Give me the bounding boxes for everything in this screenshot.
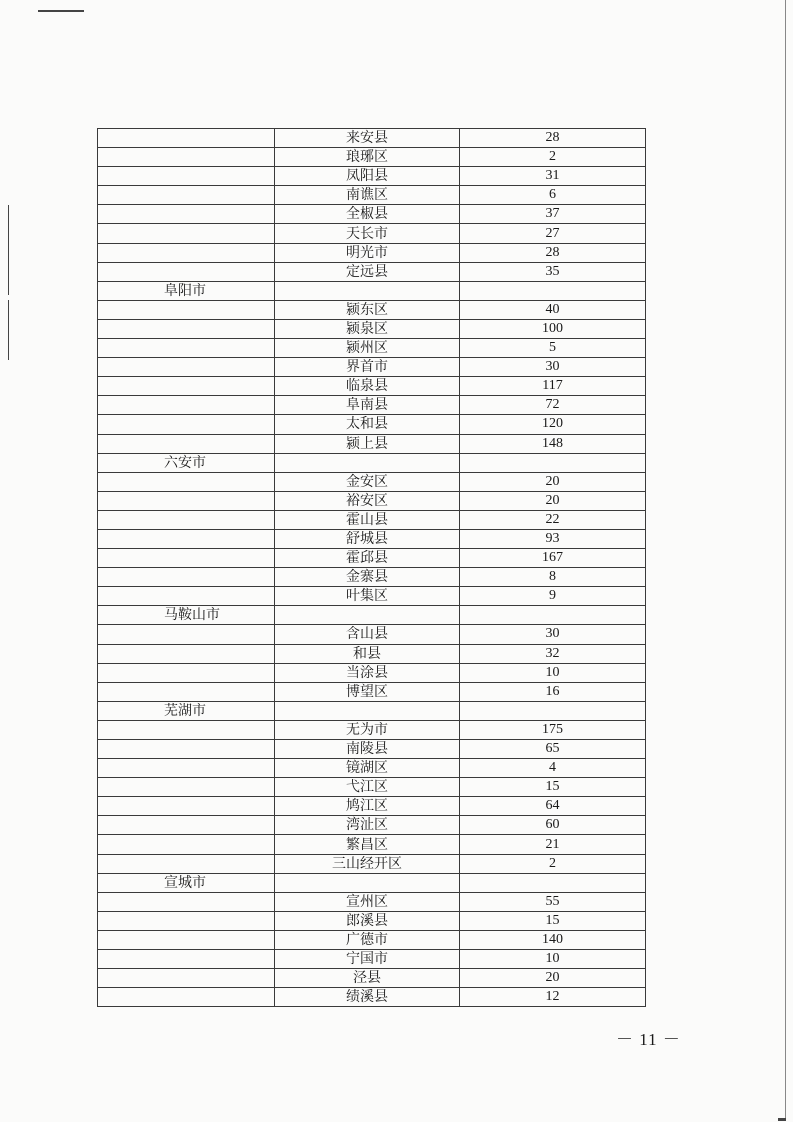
county-name: 无为市 xyxy=(275,720,460,739)
table-row xyxy=(98,816,646,835)
count-value: 9 xyxy=(460,587,646,606)
city-name: 阜阳市 xyxy=(164,282,206,299)
city-cell xyxy=(98,950,275,969)
county-name: 明光市 xyxy=(275,243,460,262)
table-row xyxy=(98,300,646,319)
table-row xyxy=(98,778,646,797)
count-value: 22 xyxy=(460,510,646,529)
county-name: 弋江区 xyxy=(275,778,460,797)
count-value: 148 xyxy=(460,434,646,453)
table-row xyxy=(98,854,646,873)
city-cell xyxy=(98,377,275,396)
table-row xyxy=(98,262,646,281)
city-cell xyxy=(98,358,275,377)
county-count-table xyxy=(97,128,646,1007)
county-name: 宣州区 xyxy=(275,892,460,911)
count-value: 120 xyxy=(460,415,646,434)
count-value: 28 xyxy=(460,243,646,262)
county-name: 霍邱县 xyxy=(275,549,460,568)
city-cell xyxy=(98,129,275,148)
count-value: 12 xyxy=(460,988,646,1007)
city-cell xyxy=(98,988,275,1007)
county-name: 界首市 xyxy=(275,358,460,377)
table-row xyxy=(98,186,646,205)
count-value: 8 xyxy=(460,568,646,587)
table-row xyxy=(98,740,646,759)
county-name: 全椒县 xyxy=(275,205,460,224)
count-value: 175 xyxy=(460,720,646,739)
county-name: 镜湖区 xyxy=(275,759,460,778)
county-name: 繁昌区 xyxy=(275,835,460,854)
table-row xyxy=(98,797,646,816)
table-row xyxy=(98,720,646,739)
count-value: 10 xyxy=(460,663,646,682)
count-value xyxy=(460,606,646,625)
county-name: 霍山县 xyxy=(275,510,460,529)
count-value: 21 xyxy=(460,835,646,854)
count-value: 64 xyxy=(460,797,646,816)
city-name: 芜湖市 xyxy=(164,702,206,719)
city-cell xyxy=(98,644,275,663)
county-name: 凤阳县 xyxy=(275,167,460,186)
county-name: 临泉县 xyxy=(275,377,460,396)
table-row xyxy=(98,243,646,262)
county-name xyxy=(275,281,460,300)
count-value: 10 xyxy=(460,950,646,969)
table-row xyxy=(98,377,646,396)
count-value: 20 xyxy=(460,491,646,510)
county-name: 博望区 xyxy=(275,682,460,701)
city-cell xyxy=(98,148,275,167)
count-value: 30 xyxy=(460,625,646,644)
table-body xyxy=(98,129,646,1007)
city-cell xyxy=(98,682,275,701)
count-value: 117 xyxy=(460,377,646,396)
scan-mark-left-2 xyxy=(8,300,9,360)
table-row xyxy=(98,644,646,663)
count-value xyxy=(460,453,646,472)
county-name: 颍州区 xyxy=(275,339,460,358)
table-row xyxy=(98,319,646,338)
county-name: 三山经开区 xyxy=(275,854,460,873)
county-name: 湾沚区 xyxy=(275,816,460,835)
table-row xyxy=(98,148,646,167)
county-name: 来安县 xyxy=(275,129,460,148)
table-row xyxy=(98,988,646,1007)
county-name: 南陵县 xyxy=(275,740,460,759)
county-name: 阜南县 xyxy=(275,396,460,415)
city-cell xyxy=(98,453,275,472)
count-value xyxy=(460,701,646,720)
table-row xyxy=(98,396,646,415)
city-cell xyxy=(98,720,275,739)
table-row xyxy=(98,568,646,587)
county-name: 颍泉区 xyxy=(275,319,460,338)
count-value: 20 xyxy=(460,472,646,491)
table-row xyxy=(98,510,646,529)
table-row xyxy=(98,205,646,224)
count-value: 16 xyxy=(460,682,646,701)
count-value: 65 xyxy=(460,740,646,759)
city-cell xyxy=(98,510,275,529)
table-row xyxy=(98,358,646,377)
county-name: 颍东区 xyxy=(275,300,460,319)
city-cell xyxy=(98,281,275,300)
county-name: 太和县 xyxy=(275,415,460,434)
scan-mark-bottom-right xyxy=(778,1118,786,1121)
county-name: 颍上县 xyxy=(275,434,460,453)
city-cell xyxy=(98,396,275,415)
city-cell xyxy=(98,835,275,854)
scan-mark-top-left xyxy=(38,10,84,12)
count-value: 15 xyxy=(460,778,646,797)
count-value: 72 xyxy=(460,396,646,415)
city-cell xyxy=(98,529,275,548)
county-name: 天长市 xyxy=(275,224,460,243)
city-cell xyxy=(98,568,275,587)
table-row xyxy=(98,549,646,568)
county-name xyxy=(275,453,460,472)
scan-mark-left-1 xyxy=(8,205,9,295)
city-cell xyxy=(98,262,275,281)
city-cell xyxy=(98,892,275,911)
county-name: 裕安区 xyxy=(275,491,460,510)
city-cell xyxy=(98,873,275,892)
count-value: 140 xyxy=(460,930,646,949)
table-row xyxy=(98,950,646,969)
city-name: 马鞍山市 xyxy=(164,607,220,624)
county-name: 含山县 xyxy=(275,625,460,644)
count-value: 2 xyxy=(460,148,646,167)
city-name: 六安市 xyxy=(164,454,206,471)
city-cell xyxy=(98,339,275,358)
city-cell xyxy=(98,434,275,453)
city-header-row xyxy=(98,606,646,625)
count-value: 32 xyxy=(460,644,646,663)
table-row xyxy=(98,529,646,548)
county-name xyxy=(275,701,460,720)
count-value: 167 xyxy=(460,549,646,568)
city-cell xyxy=(98,854,275,873)
count-value: 4 xyxy=(460,759,646,778)
county-name: 金安区 xyxy=(275,472,460,491)
city-header-row xyxy=(98,873,646,892)
count-value: 5 xyxy=(460,339,646,358)
count-value: 30 xyxy=(460,358,646,377)
county-name: 琅琊区 xyxy=(275,148,460,167)
city-cell xyxy=(98,549,275,568)
table-row xyxy=(98,663,646,682)
city-cell xyxy=(98,319,275,338)
county-name: 南谯区 xyxy=(275,186,460,205)
count-value: 31 xyxy=(460,167,646,186)
city-cell xyxy=(98,969,275,988)
count-value: 40 xyxy=(460,300,646,319)
county-name xyxy=(275,606,460,625)
table-row xyxy=(98,930,646,949)
table-row xyxy=(98,434,646,453)
count-value: 27 xyxy=(460,224,646,243)
city-cell xyxy=(98,415,275,434)
city-cell xyxy=(98,663,275,682)
table-row xyxy=(98,472,646,491)
county-name: 郎溪县 xyxy=(275,911,460,930)
city-cell xyxy=(98,911,275,930)
count-value: 60 xyxy=(460,816,646,835)
count-value: 100 xyxy=(460,319,646,338)
table-row xyxy=(98,759,646,778)
city-cell xyxy=(98,243,275,262)
table-row xyxy=(98,625,646,644)
county-name: 舒城县 xyxy=(275,529,460,548)
table-row xyxy=(98,892,646,911)
city-header-row xyxy=(98,453,646,472)
count-value xyxy=(460,873,646,892)
table-row xyxy=(98,587,646,606)
county-name xyxy=(275,873,460,892)
table-row xyxy=(98,415,646,434)
city-cell xyxy=(98,300,275,319)
count-value: 15 xyxy=(460,911,646,930)
table-row xyxy=(98,969,646,988)
city-cell xyxy=(98,778,275,797)
city-name: 宣城市 xyxy=(164,874,206,891)
city-cell xyxy=(98,587,275,606)
city-header-row xyxy=(98,281,646,300)
city-cell xyxy=(98,625,275,644)
city-cell xyxy=(98,930,275,949)
city-cell xyxy=(98,491,275,510)
count-value: 37 xyxy=(460,205,646,224)
count-value: 20 xyxy=(460,969,646,988)
city-cell xyxy=(98,701,275,720)
city-cell xyxy=(98,816,275,835)
table-row xyxy=(98,129,646,148)
scan-mark-right-edge xyxy=(785,0,786,1120)
table-row xyxy=(98,339,646,358)
county-name: 鸠江区 xyxy=(275,797,460,816)
table-row xyxy=(98,224,646,243)
county-name: 和县 xyxy=(275,644,460,663)
county-name: 定远县 xyxy=(275,262,460,281)
city-cell xyxy=(98,740,275,759)
city-cell xyxy=(98,759,275,778)
table-row xyxy=(98,682,646,701)
city-cell xyxy=(98,606,275,625)
count-value: 93 xyxy=(460,529,646,548)
table-row xyxy=(98,491,646,510)
table-row xyxy=(98,167,646,186)
count-value: 35 xyxy=(460,262,646,281)
page-number: － 11 － xyxy=(616,1030,681,1049)
count-value: 28 xyxy=(460,129,646,148)
city-cell xyxy=(98,224,275,243)
city-header-row xyxy=(98,701,646,720)
county-name: 叶集区 xyxy=(275,587,460,606)
count-value: 6 xyxy=(460,186,646,205)
city-cell xyxy=(98,797,275,816)
county-name: 绩溪县 xyxy=(275,988,460,1007)
table-row xyxy=(98,911,646,930)
county-name: 泾县 xyxy=(275,969,460,988)
city-cell xyxy=(98,186,275,205)
city-cell xyxy=(98,205,275,224)
county-name: 当涂县 xyxy=(275,663,460,682)
county-name: 金寨县 xyxy=(275,568,460,587)
county-name: 宁国市 xyxy=(275,950,460,969)
count-value xyxy=(460,281,646,300)
count-value: 2 xyxy=(460,854,646,873)
county-name: 广德市 xyxy=(275,930,460,949)
table-row xyxy=(98,835,646,854)
count-value: 55 xyxy=(460,892,646,911)
city-cell xyxy=(98,472,275,491)
city-cell xyxy=(98,167,275,186)
